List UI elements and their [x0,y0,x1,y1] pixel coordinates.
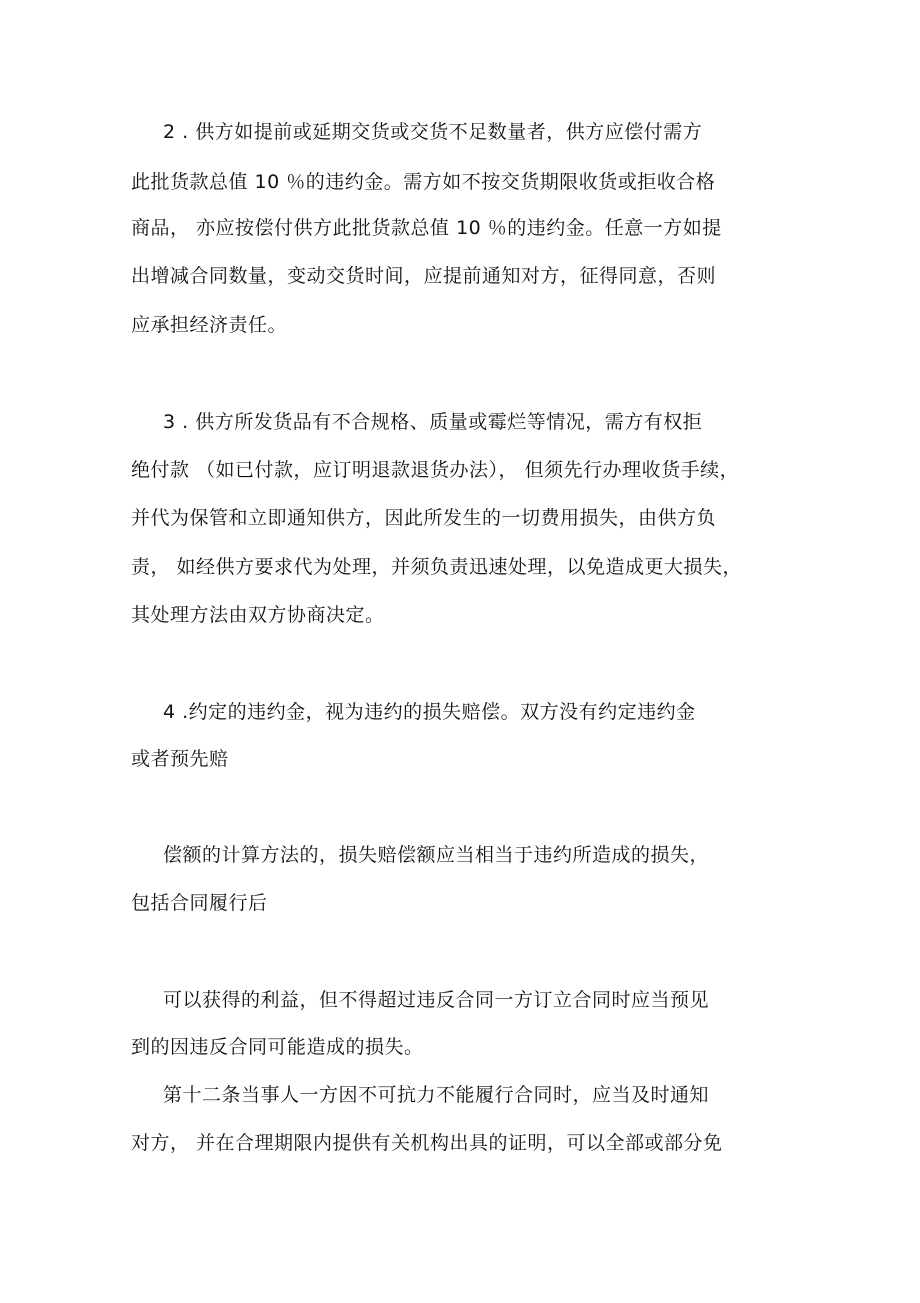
text-line: 应承担经济责任。 [131,314,288,336]
text-line: 或者预先赔 [131,748,229,770]
text-line: 4 .约定的违约金，视为违约的损失赔偿。双方没有约定违约金 [163,701,696,723]
text-line: 其处理方法由双方协商决定。 [131,604,385,626]
text-line: 3 . 供方所发货品有不合规格、质量或霉烂等情况，需方有权拒 [163,411,703,433]
text-line: 绝付款 （如已付款，应订明退款退货办法）， 但须先行办理收货手续， [131,459,740,481]
text-line: 出增减合同数量，变动交货时间，应提前通知对方，征得同意，否则 [131,265,717,287]
text-line: 第十二条当事人一方因不可抗力不能履行合同时，应当及时通知 [163,1084,710,1106]
text-line: 责， 如经供方要求代为处理，并须负责迅速处理，以免造成更大损失， [131,556,743,578]
text-line: 商品， 亦应按偿付供方此批货款总值 10 ％的违约金。任意一方如提 [131,217,722,239]
text-line: 2 . 供方如提前或延期交货或交货不足数量者，供方应偿付需方 [163,121,703,143]
text-line: 对方， 并在合理期限内提供有关机构出具的证明，可以全部或部分免 [131,1132,723,1154]
text-line: 到的因违反合同可能造成的损失。 [131,1036,424,1058]
text-line: 可以获得的利益，但不得超过违反合同一方订立合同时应当预见 [163,989,710,1011]
text-line: 并代为保管和立即通知供方，因此所发生的一切费用损失，由供方负 [131,507,717,529]
text-line: 偿额的计算方法的，损失赔偿额应当相当于违约所造成的损失， [163,844,710,866]
text-line: 此批货款总值 10 ％的违约金。需方如不按交货期限收货或拒收合格 [131,171,716,193]
text-line: 包括合同履行后 [131,892,268,914]
